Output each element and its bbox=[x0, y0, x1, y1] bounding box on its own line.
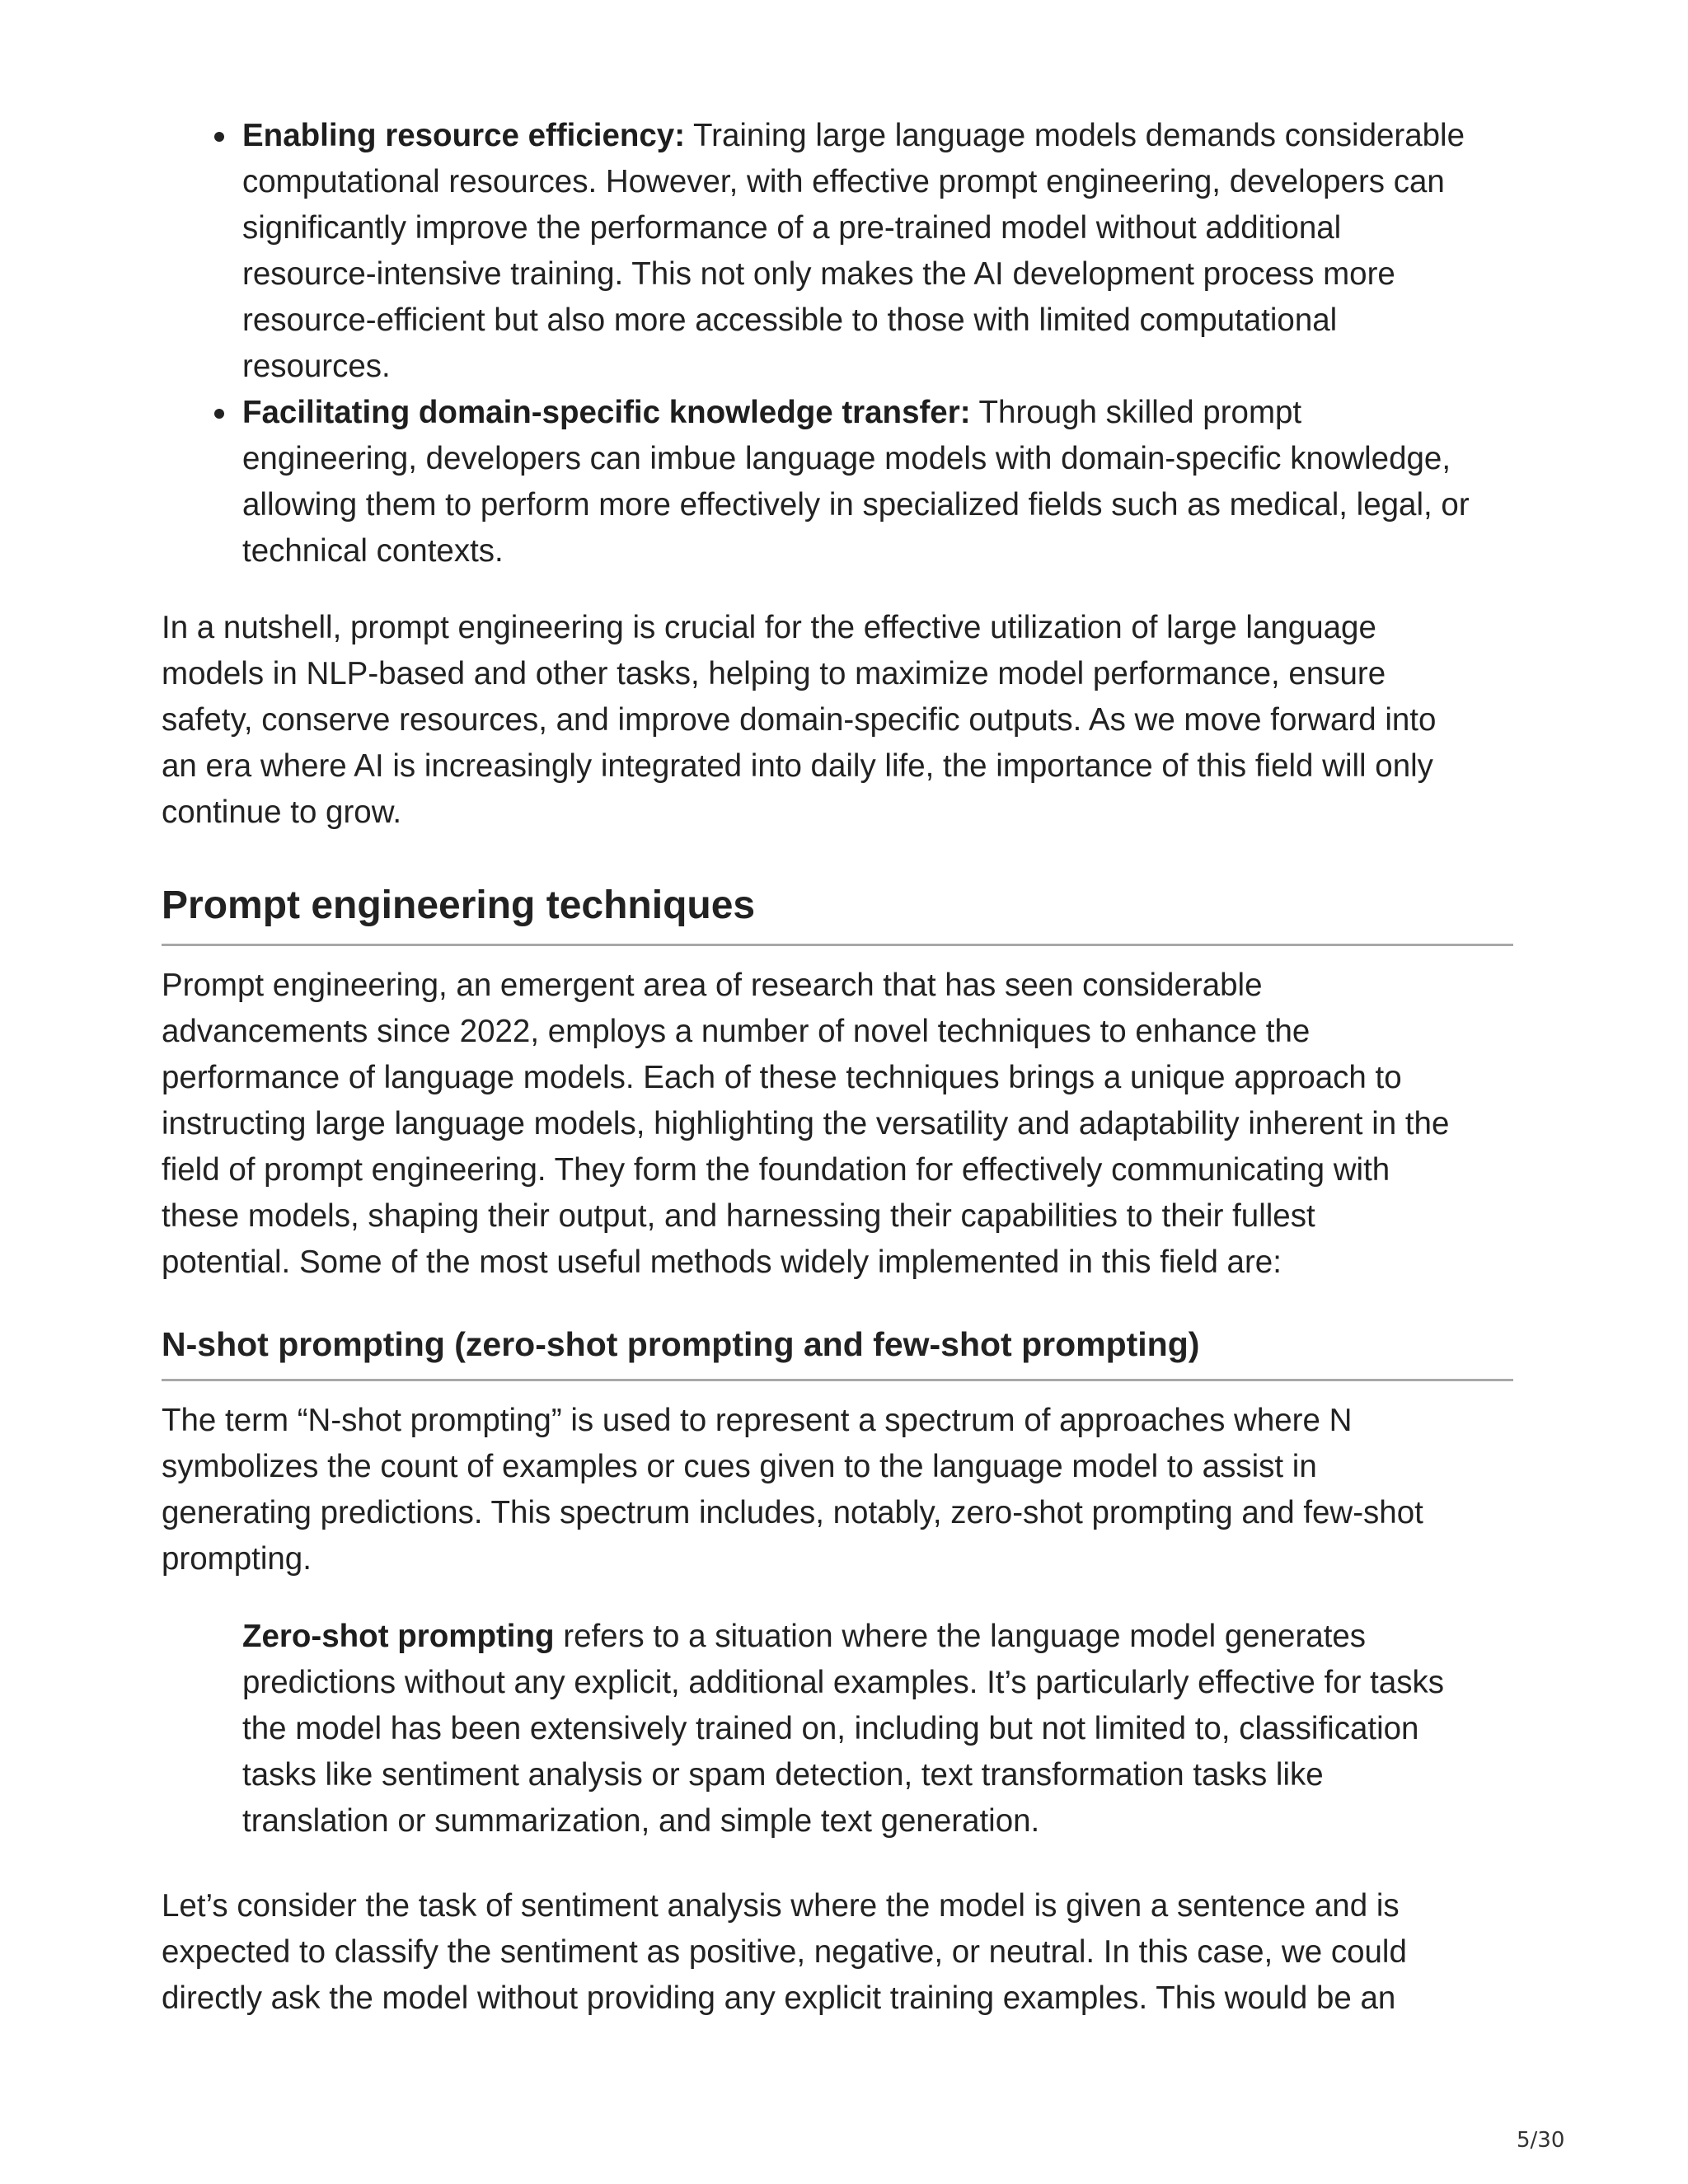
line: prompting. bbox=[162, 1541, 312, 1577]
bullet-text bbox=[242, 390, 1513, 574]
zero-shot-blockquote bbox=[242, 1614, 1513, 1844]
line: refers to a situation where the language model generates bbox=[554, 1619, 1367, 1654]
bullet-term: Facilitating domain-specific knowledge transfer: bbox=[242, 395, 971, 430]
line: field of prompt engineering. They form the foundation for effectively communicating with bbox=[162, 1152, 1390, 1188]
line: predictions without any explicit, additional examples. It’s particularly effective for tasks bbox=[242, 1665, 1444, 1700]
line: expected to classify the sentiment as positive, negative, or neutral. In this case, we could bbox=[162, 1934, 1407, 1970]
line: allowing them to perform more effectively in specialized fields such as medical, legal, or bbox=[242, 487, 1470, 523]
line: In a nutshell, prompt engineering is crucial for the effective utilization of large language bbox=[162, 610, 1376, 645]
line: an era where AI is increasingly integrated into daily life, the importance of this field will only bbox=[162, 748, 1433, 784]
line: resources. bbox=[242, 349, 391, 384]
line: significantly improve the performance of a pre-trained model without additional bbox=[242, 210, 1342, 246]
line: Let’s consider the task of sentiment analysis where the model is given a sentence and is bbox=[162, 1888, 1400, 1924]
line: generating predictions. This spectrum includes, notably, zero-shot prompting and few-shot bbox=[162, 1495, 1423, 1530]
page-number: 5/30 bbox=[1517, 2128, 1565, 2153]
line: The term “N-shot prompting” is used to represent a spectrum of approaches where N bbox=[162, 1403, 1353, 1438]
line: instructing large language models, highlighting the versatility and adaptability inherent in the bbox=[162, 1106, 1450, 1141]
line: resource-intensive training. This not only makes the AI development process more bbox=[242, 256, 1395, 292]
heading-divider bbox=[162, 1379, 1513, 1381]
bullet-icon bbox=[214, 409, 224, 419]
sentiment-paragraph bbox=[162, 1883, 1513, 2022]
line: translation or summarization, and simple text generation. bbox=[242, 1803, 1040, 1839]
line: models in NLP-based and other tasks, helping to maximize model performance, ensure bbox=[162, 656, 1386, 691]
line: these models, shaping their output, and harnessing their capabilities to their fullest bbox=[162, 1198, 1315, 1234]
line: computational resources. However, with effective prompt engineering, developers can bbox=[242, 164, 1445, 199]
section-heading-techniques: Prompt engineering techniques bbox=[162, 883, 756, 927]
techniques-paragraph bbox=[162, 963, 1513, 1286]
line: tasks like sentiment analysis or spam detection, text transformation tasks like bbox=[242, 1757, 1324, 1793]
bullet-text bbox=[242, 113, 1513, 390]
bullet-icon bbox=[214, 132, 224, 142]
nshot-paragraph bbox=[162, 1398, 1513, 1582]
line: engineering, developers can imbue language models with domain-specific knowledge, bbox=[242, 441, 1451, 476]
line: resource-efficient but also more accessible to those with limited computational bbox=[242, 302, 1338, 338]
line: Training large language models demands considerable bbox=[685, 118, 1465, 153]
line: advancements since 2022, employs a number of novel techniques to enhance the bbox=[162, 1014, 1311, 1049]
list-item bbox=[162, 390, 1513, 574]
line: Prompt engineering, an emergent area of research that has seen considerable bbox=[162, 968, 1263, 1003]
line: technical contexts. bbox=[242, 533, 504, 569]
list-item bbox=[162, 113, 1513, 390]
section-heading-nshot: N-shot prompting (zero-shot prompting and few-shot prompting) bbox=[162, 1325, 1200, 1363]
line: symbolizes the count of examples or cues given to the language model to assist in bbox=[162, 1449, 1317, 1484]
line: directly ask the model without providing any explicit training examples. This would be an bbox=[162, 1980, 1396, 2016]
line: Through skilled prompt bbox=[970, 395, 1302, 430]
benefits-list bbox=[162, 113, 1513, 574]
bullet-term: Enabling resource efficiency: bbox=[242, 118, 686, 153]
line: the model has been extensively trained on, including but not limited to, classification bbox=[242, 1711, 1419, 1746]
line: potential. Some of the most useful methods widely implemented in this field are: bbox=[162, 1244, 1282, 1280]
line: safety, conserve resources, and improve domain-specific outputs. As we move forward into bbox=[162, 702, 1437, 738]
line: continue to grow. bbox=[162, 794, 402, 830]
heading-divider bbox=[162, 944, 1513, 946]
summary-paragraph bbox=[162, 605, 1513, 836]
quote-term: Zero-shot prompting bbox=[242, 1619, 555, 1654]
line: performance of language models. Each of these techniques brings a unique approach to bbox=[162, 1060, 1402, 1095]
